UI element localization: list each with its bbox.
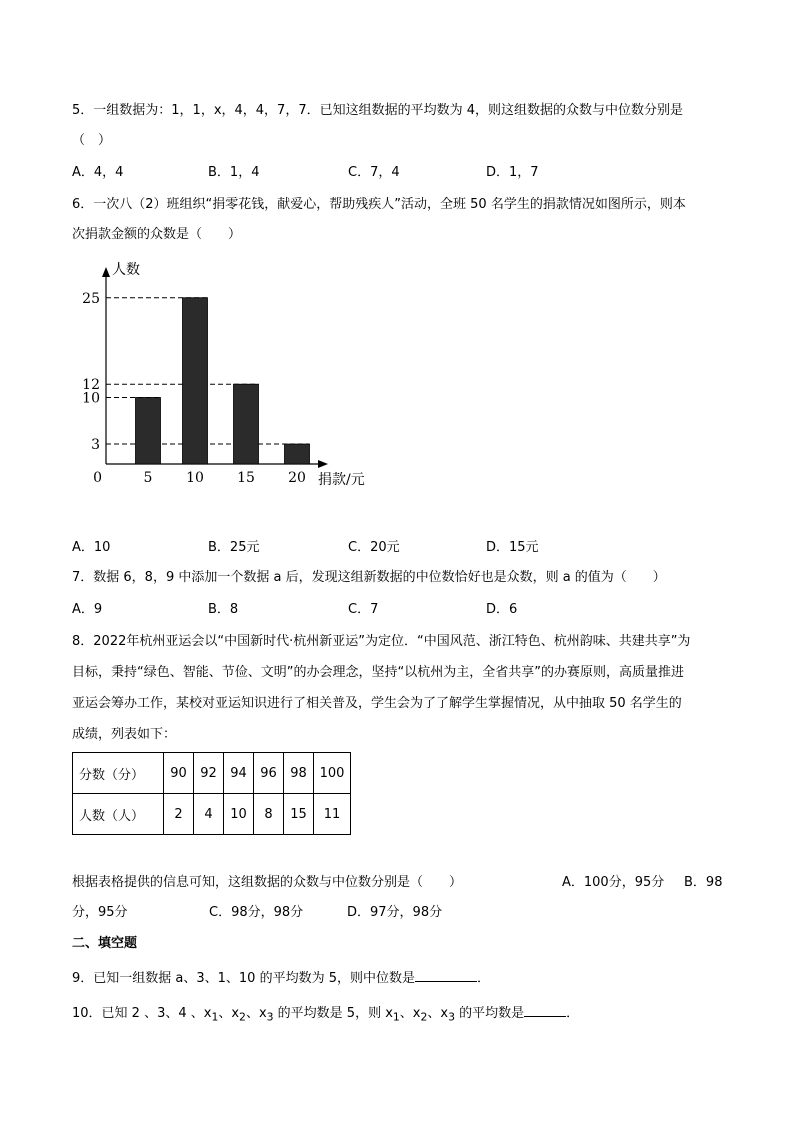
bar-15 (234, 384, 259, 464)
count-cell: 10 (224, 794, 254, 835)
q5-option-a: A．4，4 (72, 165, 124, 180)
origin-label: 0 (93, 470, 102, 486)
score-cell: 100 (314, 753, 351, 794)
table-row (73, 794, 351, 835)
x-tick-label: 10 (186, 470, 204, 486)
q8-line2: 目标，秉持“绿色、智能、节俭、文明”的办会理念，坚持“以杭州为主，全省共享”的办赛原则，高质量推进 (72, 665, 684, 680)
score-table (72, 752, 351, 835)
bar-20 (285, 444, 310, 464)
x-tick-label: 15 (237, 470, 255, 486)
bar-5 (136, 398, 161, 465)
y-tick-label: 25 (82, 290, 100, 307)
subscript: 3 (266, 1010, 274, 1024)
chart-bars (136, 298, 310, 464)
count-cell: 11 (314, 794, 351, 835)
q5-stem-line2: （ ） (72, 133, 112, 148)
x-axis-title: 捐款/元 (318, 472, 365, 488)
subscript: 3 (448, 1010, 455, 1024)
q10-sep: 、x (427, 1006, 449, 1021)
q6-option-c: C．20元 (348, 540, 400, 555)
score-cell: 90 (164, 753, 194, 794)
bar-10 (183, 298, 208, 464)
score-cell: 98 (284, 753, 314, 794)
q6-option-a: A．10 (72, 540, 111, 555)
count-cell: 4 (194, 794, 224, 835)
q10-end: ． (566, 1006, 580, 1021)
x-tick-label: 20 (288, 470, 306, 486)
count-cell: 15 (284, 794, 314, 835)
y-tick-label: 12 (82, 377, 100, 394)
subscript: 1 (211, 1010, 219, 1024)
q7-option-b: B．8 (208, 602, 239, 617)
table-row (73, 753, 351, 794)
q7-option-d: D．6 (486, 602, 518, 617)
score-cell: 96 (254, 753, 284, 794)
q5-option-c: C．7，4 (348, 165, 400, 180)
q8-option-d: D．97分，98分 (347, 905, 443, 920)
chart-labels (82, 261, 365, 488)
q8-option-b-part1: B．98 (684, 875, 723, 890)
q6-stem-line1: 6．一次八（2）班组织“捐零花钱，献爱心，帮助残疾人”活动，全班 50 名学生的捐款情况如图所示，则本 (72, 197, 686, 212)
q10-line (72, 1002, 579, 1027)
y-axis-title: 人数 (112, 262, 140, 278)
x-axis-arrow (318, 460, 328, 468)
q8-option-b-part2: 分，95分 (72, 905, 128, 920)
subscript: 2 (420, 1010, 428, 1024)
q8-line3: 亚运会筹办工作，某校对亚运知识进行了相关普及，学生会为了了解学生掌握情况，从中抽取 50 名学生的 (72, 696, 682, 711)
score-cell: 92 (194, 753, 224, 794)
x-tick-label: 5 (143, 470, 153, 486)
q10-answer-blank (524, 1002, 566, 1017)
q9-end: ． (477, 971, 491, 986)
count-cell: 2 (164, 794, 194, 835)
q10-mid: 的平均数是 5，则 x (273, 1006, 393, 1021)
score-row-header: 分数（分） (73, 753, 164, 794)
q9-answer-blank (415, 967, 477, 982)
q8-line1: 8．2022年杭州亚运会以“中国新时代·杭州新亚运”为定位．“中国风范、浙江特色、杭州韵味、共建共享”为 (72, 634, 691, 649)
subscript: 2 (239, 1010, 246, 1024)
q6-option-d: D．15元 (486, 540, 539, 555)
q8-line4: 成绩，列表如下： (72, 727, 177, 742)
y-tick-label: 3 (91, 437, 100, 454)
q10-tail: 的平均数是 (454, 1006, 525, 1021)
q8-option-a: A．100分，95分 (562, 875, 665, 890)
subscript: 1 (392, 1010, 400, 1024)
q9-line (72, 967, 490, 988)
q7-stem: 7．数据 6，8，9 中添加一个数据 a 后，发现这组新数据的中位数恰好也是众数，则 a 的值为（ ） (72, 570, 666, 585)
q5-option-b: B．1，4 (208, 165, 260, 180)
q8-question: 根据表格提供的信息可知，这组数据的众数与中位数分别是（ ） (72, 875, 463, 890)
q10-sep: 、x (245, 1006, 267, 1021)
count-row-header: 人数（人） (73, 794, 164, 835)
y-axis-arrow (102, 267, 110, 277)
donation-bar-chart (70, 255, 390, 495)
score-cell: 94 (224, 753, 254, 794)
q6-option-b: B．25元 (208, 540, 260, 555)
q10-sep: 、x (218, 1006, 240, 1021)
q9-text: 9．已知一组数据 a、3、1、10 的平均数为 5，则中位数是 (72, 971, 415, 986)
q5-option-d: D．1，7 (486, 165, 539, 180)
q5-stem-line1: 5．一组数据为：1，1，x，4，4，7，7．已知这组数据的平均数为 4，则这组数据的众数与中位数分别是 (72, 103, 683, 118)
section-title: 二、填空题 (72, 936, 138, 951)
q6-stem-line2: 次捐款金额的众数是（ ） (72, 227, 242, 242)
q10-sep: 、x (399, 1006, 421, 1021)
count-cell: 8 (254, 794, 284, 835)
q8-option-c: C．98分，98分 (209, 905, 304, 920)
q7-option-a: A．9 (72, 602, 103, 617)
q7-option-c: C．7 (348, 602, 379, 617)
y-tick-label: 10 (82, 390, 100, 407)
q10-prefix: 10．已知 2 、3、4 、x (72, 1006, 212, 1021)
